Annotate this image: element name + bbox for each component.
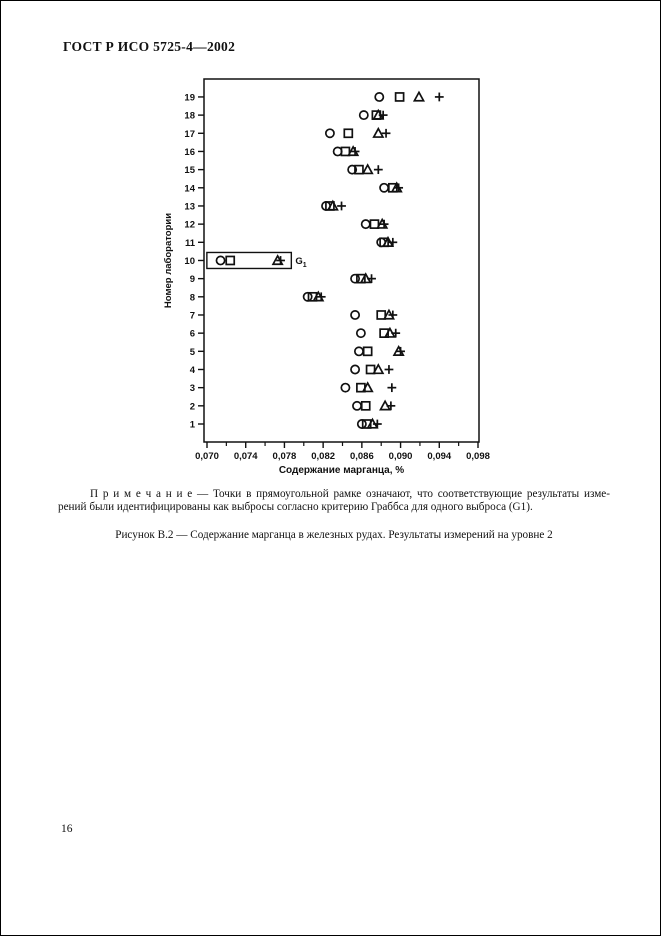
x-tick-label: 0,098: [466, 451, 490, 462]
figure-caption: Рисунок В.2 — Содержание марганца в железных рудах. Результаты измерений на уровне 2: [115, 529, 553, 541]
y-tick-label: 19: [184, 92, 195, 104]
figure-b2-chart: [151, 71, 521, 483]
y-tick-label: 16: [184, 146, 195, 158]
x-tick-label: 0,082: [311, 451, 336, 462]
note-text-line2: рений были идентифицированы как выбросы согласно критерию Граббса для одного выброса (G1).: [58, 500, 533, 513]
y-tick-label: 17: [184, 128, 195, 140]
y-tick-label: 3: [189, 383, 195, 395]
y-axis-title: Номер лаборатории: [163, 212, 174, 309]
y-tick-label: 2: [189, 401, 195, 413]
y-tick-label: 9: [189, 274, 195, 286]
scatter-square-marker: [396, 93, 404, 101]
scatter-circle-marker: [360, 111, 368, 119]
scatter-circle-marker: [351, 365, 359, 373]
y-tick-label: 4: [189, 364, 195, 376]
y-tick-label: 11: [184, 237, 195, 249]
scatter-circle-marker: [380, 184, 388, 192]
y-tick-label: 1: [189, 419, 195, 431]
scatter-square-marker: [364, 347, 372, 355]
x-tick-label: 0,086: [349, 451, 374, 462]
scatter-circle-marker: [355, 347, 363, 355]
x-tick-label: 0,078: [272, 451, 297, 462]
note-paragraph: [58, 488, 610, 514]
scatter-circle-marker: [326, 129, 334, 137]
scatter-circle-marker: [341, 384, 349, 392]
scatter-circle-marker: [357, 329, 365, 337]
scatter-triangle-marker: [374, 129, 383, 137]
y-tick-label: 10: [184, 255, 195, 267]
scatter-square-marker: [226, 256, 234, 264]
page-number: 16: [61, 823, 73, 835]
y-tick-label: 5: [189, 346, 195, 358]
scatter-circle-marker: [216, 256, 224, 264]
y-tick-label: 12: [184, 219, 195, 231]
x-axis-title: Содержание марганца, %: [278, 465, 405, 476]
scatter-circle-marker: [353, 402, 361, 410]
y-tick-label: 15: [184, 165, 195, 177]
scatter-circle-marker: [334, 147, 342, 155]
y-tick-label: 13: [184, 201, 195, 213]
y-tick-label: 7: [189, 310, 195, 322]
scatter-triangle-marker: [414, 92, 423, 100]
scatter-circle-marker: [351, 311, 359, 319]
scatter-square-marker: [362, 402, 370, 410]
scatter-square-marker: [344, 129, 352, 137]
scatter-circle-marker: [362, 220, 370, 228]
scatter-circle-marker: [351, 275, 359, 283]
x-tick-label: 0,070: [195, 451, 219, 462]
scatter-circle-marker: [375, 93, 383, 101]
x-tick-label: 0,094: [427, 451, 452, 462]
y-tick-label: 18: [184, 110, 195, 122]
scatter-plot-svg: [151, 71, 521, 483]
x-tick-label: 0,090: [388, 451, 413, 462]
grubbs-outlier-label: $G_1$: [295, 255, 307, 269]
note-text-line1: П р и м е ч а н и е — Точки в прямоугольной рамке означают, что соответствующие результаты изме-: [90, 488, 610, 500]
scatter-triangle-marker: [363, 165, 372, 173]
y-tick-label: 8: [189, 292, 195, 304]
x-tick-label: 0,074: [233, 451, 258, 462]
y-tick-label: 14: [184, 183, 195, 195]
y-tick-label: 6: [189, 328, 195, 340]
standard-number-header: ГОСТ Р ИСО 5725-4—2002: [63, 39, 236, 54]
